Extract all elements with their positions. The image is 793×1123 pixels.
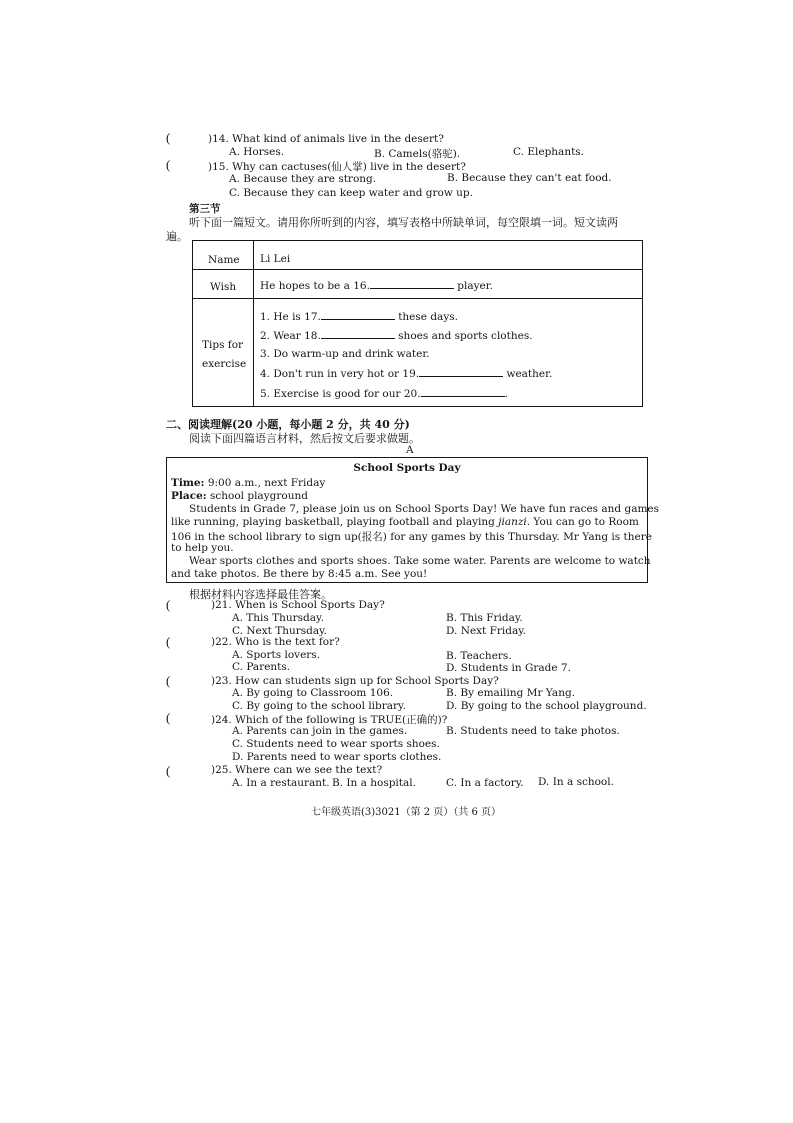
question-15-stem: )15. Why can cactuses(仙人掌) live in the desert? [208, 161, 466, 173]
notice-body-line: to help you. [171, 542, 234, 554]
question-25-stem: )25. Where can we see the text? [211, 764, 383, 776]
answer-bracket: ( [166, 673, 171, 688]
tip-5 [260, 387, 508, 400]
q23-option-b: B. By emailing Mr Yang. [446, 687, 576, 699]
part-heading: 二、阅读理解(20 小题，每小题 2 分，共 40 分) [166, 418, 410, 431]
question-24-stem: )24. Which of the following is TRUE(正确的)? [211, 714, 448, 726]
q14-option-a: A. Horses. [229, 146, 285, 158]
q23-option-d: D. By going to the school playground. [446, 700, 647, 712]
notice-body-line: Students in Grade 7, please join us on School Sports Day! We have fun races and games [189, 503, 660, 515]
tip-5-text-end: . [504, 388, 508, 400]
q21-option-a: A. This Thursday. [232, 612, 324, 624]
q15-option-b: B. Because they can't eat food. [447, 172, 612, 184]
q22-option-b: B. Teachers. [446, 650, 512, 662]
tip-2 [260, 329, 533, 342]
q25-option-d: D. In a school. [538, 776, 614, 788]
notice-place [171, 490, 308, 502]
question-22-stem: )22. Who is the text for? [211, 636, 340, 648]
notice-time [171, 477, 325, 489]
answer-blank-20[interactable] [421, 387, 505, 397]
q25-option-c: C. In a factory. [446, 777, 524, 789]
q24-option-d: D. Parents need to wear sports clothes. [232, 751, 442, 763]
tips-label: Tips for [202, 339, 244, 351]
answer-bracket: ( [166, 597, 171, 612]
answer-bracket: ( [166, 130, 171, 145]
tip-5-text: 5. Exercise is good for our 20. [260, 388, 421, 400]
part-instruction: 阅读下面四篇语言材料，然后按文后要求做题。 [189, 432, 420, 445]
section-instruction: 听下面一篇短文。请用你所听到的内容，填写表格中所缺单词，每空限填一词。短文读两 [189, 216, 618, 229]
tip-4 [260, 367, 552, 380]
place-label: Place: [171, 490, 207, 502]
q23-option-a: A. By going to Classroom 106. [232, 687, 394, 699]
name-value: Li Lei [260, 253, 291, 265]
answer-bracket: ( [166, 157, 171, 172]
q22-option-a: A. Sports lovers. [232, 649, 321, 661]
q21-option-b: B. This Friday. [446, 612, 523, 624]
section-title: 第三节 [189, 203, 221, 215]
notice-text: like running, playing basketball, playing football and playing [171, 516, 499, 528]
tip-2-text: 2. Wear 18. [260, 330, 321, 342]
section-instruction-cont: 遍。 [166, 230, 188, 243]
q24-option-b: B. Students need to take photos. [446, 725, 620, 737]
question-14-stem: )14. What kind of animals live in the desert? [208, 133, 444, 145]
tip-1-text: 1. He is 17. [260, 311, 321, 323]
wish-label: Wish [210, 281, 237, 293]
notice-box [166, 457, 660, 583]
time-label: Time: [171, 477, 205, 489]
answer-blank-17[interactable] [321, 310, 395, 320]
tip-1-text-end: these days. [398, 311, 458, 323]
time-value: 9:00 a.m., next Friday [207, 477, 326, 489]
q15-option-a: A. Because they are strong. [229, 173, 377, 185]
question-21-stem: )21. When is School Sports Day? [211, 599, 385, 611]
answer-blank-19[interactable] [419, 367, 503, 377]
tip-1 [260, 310, 458, 323]
tips-label-2: exercise [202, 358, 247, 370]
notice-body-line: Wear sports clothes and sports shoes. Take some water. Parents are welcome to watch [189, 555, 651, 567]
page-footer: 七年级英语(3)3021（第 2 页）（共 6 页） [311, 807, 502, 818]
notice-body-line: and take photos. Be there by 8:45 a.m. See you! [171, 568, 428, 580]
question-23-stem: )23. How can students sign up for School Sports Day? [211, 675, 499, 687]
listening-table [192, 240, 643, 407]
tip-2-text-end: shoes and sports clothes. [398, 330, 533, 342]
notice-body-line [171, 516, 639, 528]
q22-option-c: C. Parents. [232, 661, 291, 673]
q24-option-a: A. Parents can join in the games. [232, 725, 408, 737]
q23-option-c: C. By going to the school library. [232, 700, 406, 712]
notice-text: . You can go to Room [526, 516, 639, 528]
choose-instruction: 根据材料内容选择最佳答案。 [189, 588, 332, 601]
answer-bracket: ( [166, 710, 171, 725]
answer-blank-16[interactable] [370, 279, 454, 289]
q21-option-d: D. Next Friday. [446, 625, 527, 637]
wish-text-end: player. [457, 280, 493, 292]
q21-option-c: C. Next Thursday. [232, 625, 328, 637]
tip-3: 3. Do warm-up and drink water. [260, 348, 430, 360]
notice-title: School Sports Day [353, 462, 461, 474]
tip-4-text: 4. Don't run in very hot or 19. [260, 368, 420, 380]
passage-letter: A [406, 444, 414, 456]
place-value: school playground [209, 490, 308, 502]
q25-option-b: B. In a hospital. [332, 777, 416, 789]
q25-option-a: A. In a restaurant. [232, 777, 330, 789]
notice-body-line: 106 in the school library to sign up(报名) for any games by this Thursday. Mr Yang is there [171, 531, 652, 543]
q14-option-c: C. Elephants. [513, 146, 585, 158]
tip-4-text-end: weather. [506, 368, 553, 380]
name-label: Name [208, 254, 240, 266]
wish-text: He hopes to be a 16. [260, 280, 370, 292]
notice-italic-word: jianzi [498, 516, 527, 528]
q24-option-c: C. Students need to wear sports shoes. [232, 738, 440, 750]
answer-bracket: ( [166, 634, 171, 649]
q14-option-b: B. Camels(骆驼). [374, 148, 461, 160]
answer-bracket: ( [166, 763, 171, 778]
q22-option-d: D. Students in Grade 7. [446, 662, 571, 674]
q15-option-c: C. Because they can keep water and grow up. [229, 187, 473, 199]
wish-row [260, 279, 493, 292]
answer-blank-18[interactable] [321, 329, 395, 339]
